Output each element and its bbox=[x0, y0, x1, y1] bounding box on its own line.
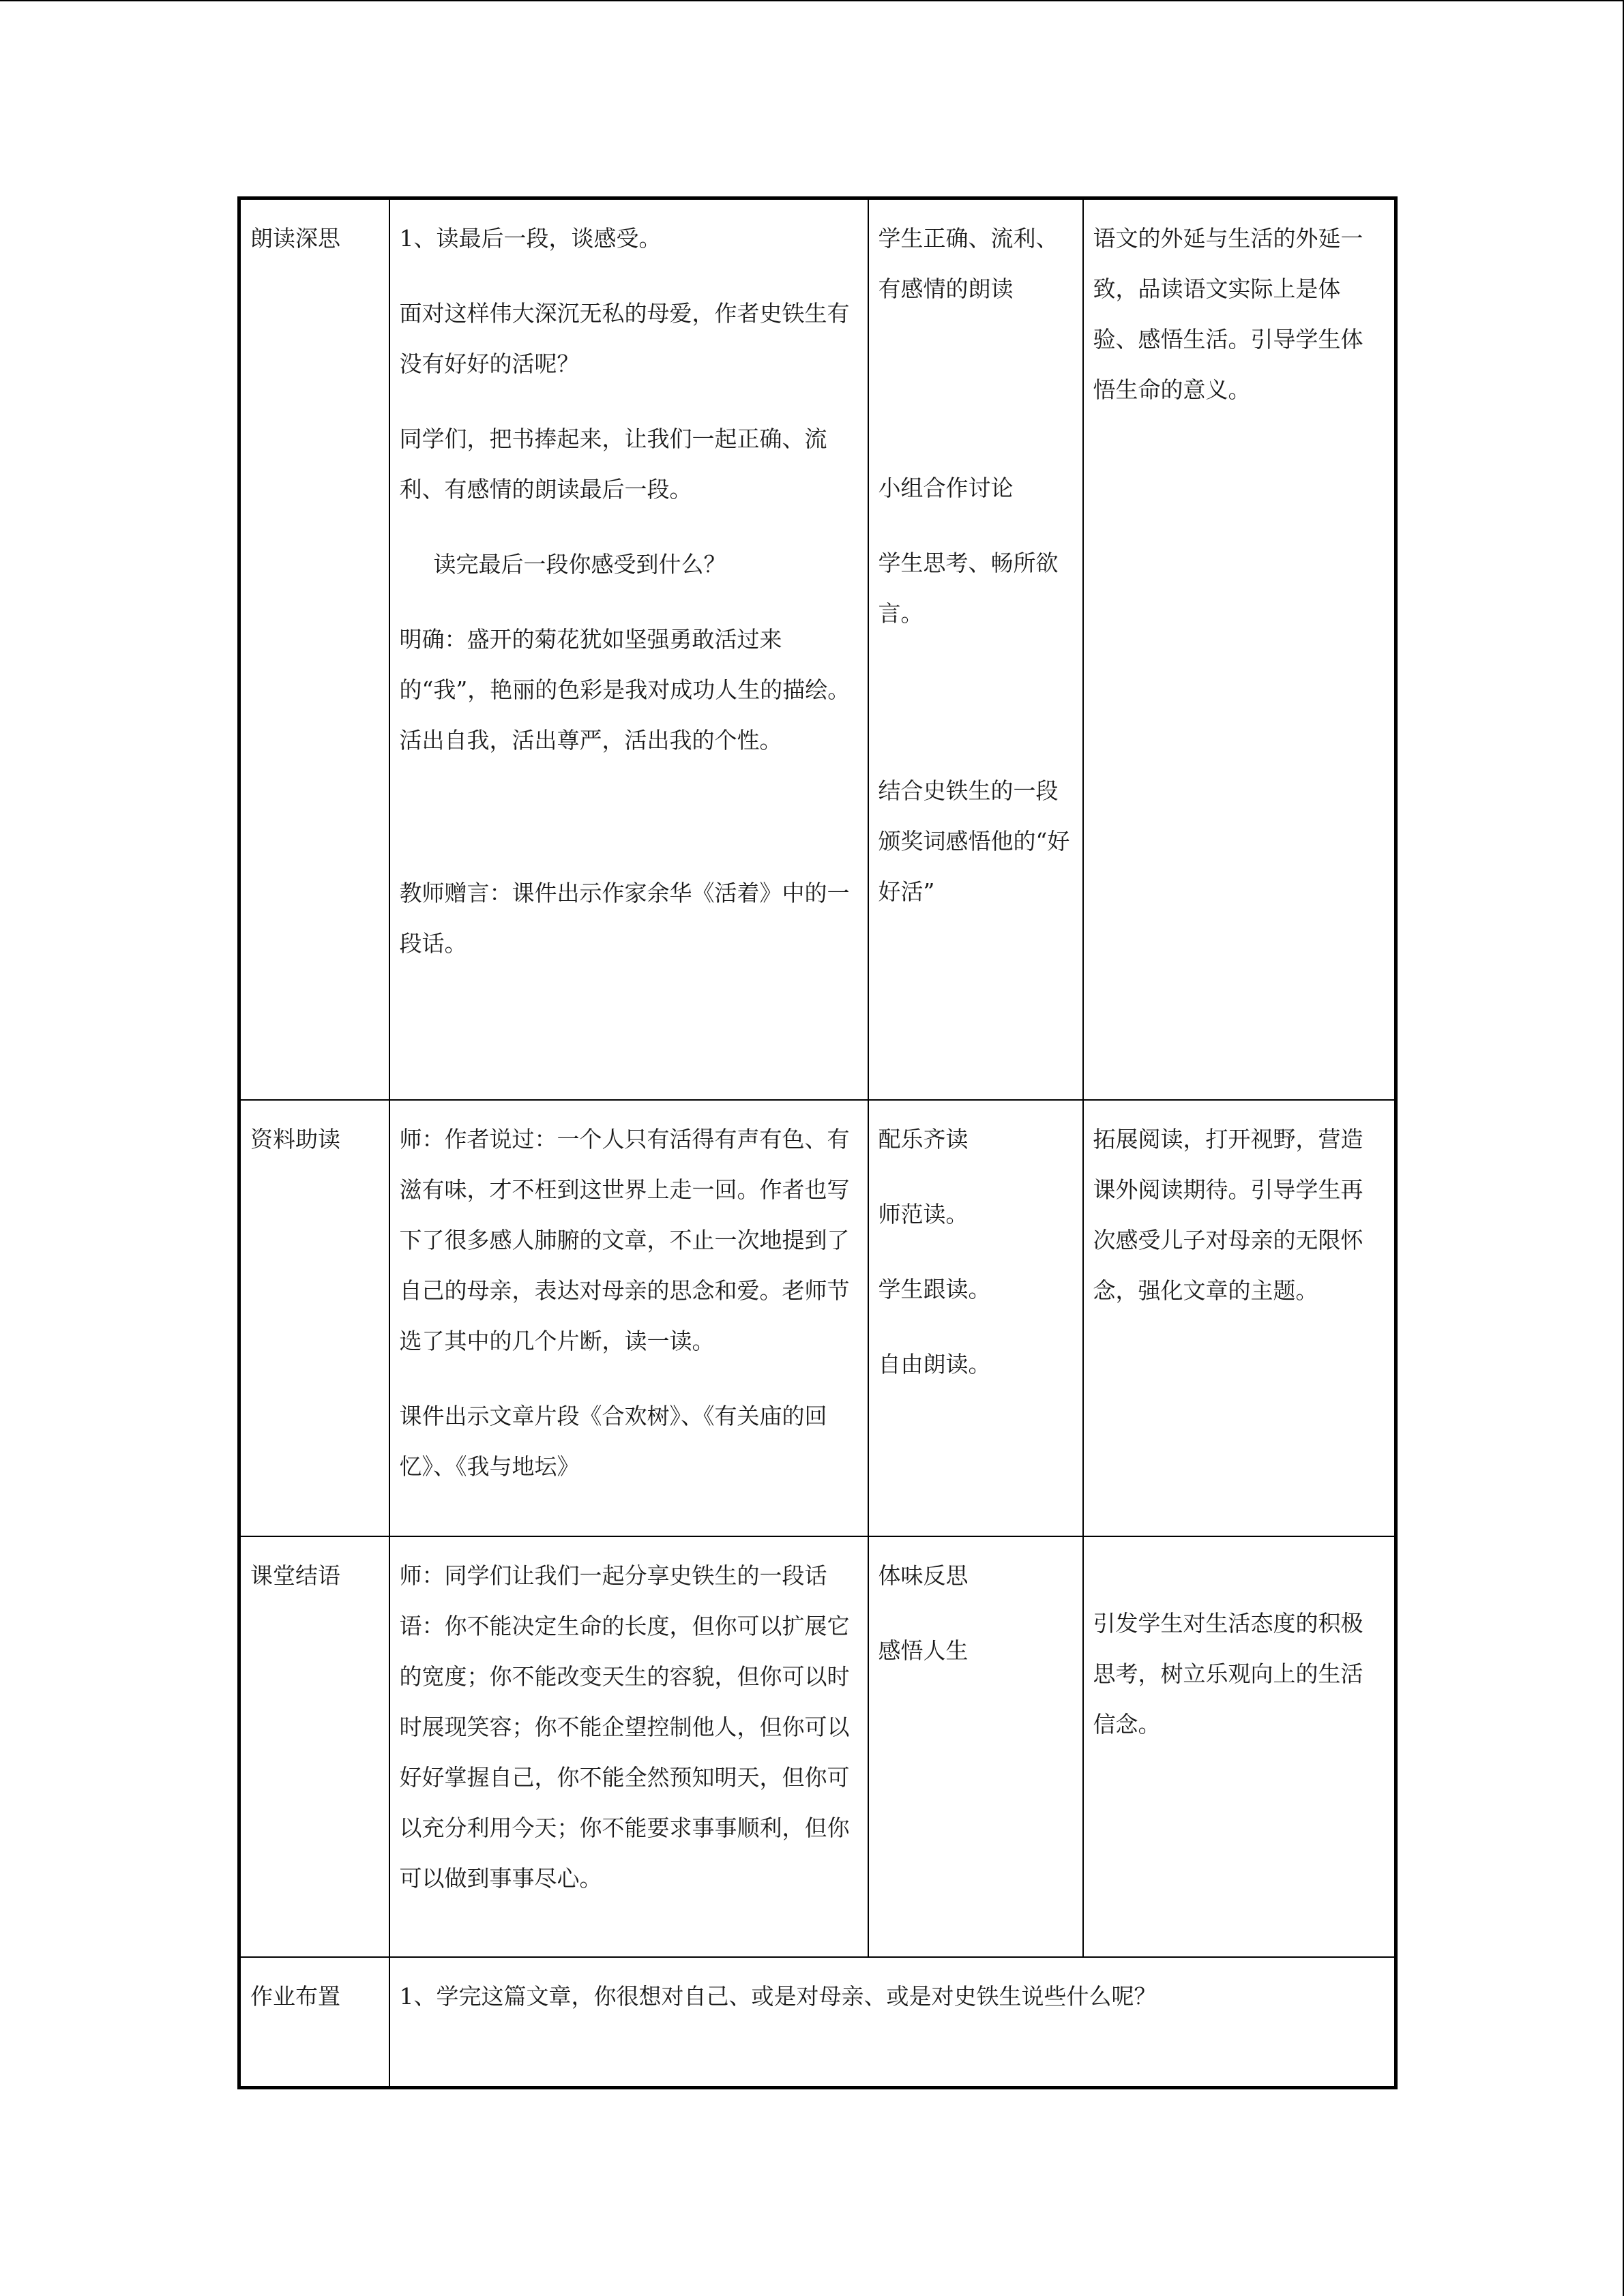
table-row bbox=[239, 1957, 1396, 2088]
paragraph: 体味反思 bbox=[878, 1562, 969, 1589]
lesson-plan-table bbox=[237, 196, 1398, 2089]
section-label: 课堂结语 bbox=[239, 1536, 389, 1957]
paragraph: 学生跟读。 bbox=[878, 1275, 991, 1302]
design-intent-cell: 拓展阅读，打开视野，营造课外阅读期待。引导学生再次感受儿子对母亲的无限怀念，强化文章的主题。 bbox=[1083, 1100, 1396, 1536]
student-activity-cell bbox=[868, 1536, 1083, 1957]
paragraph: 教师赠言：课件出示作家余华《活着》中的一段话。 bbox=[399, 880, 850, 957]
paragraph: 配乐齐读 bbox=[878, 1125, 969, 1152]
design-intent-cell bbox=[1083, 1536, 1396, 1957]
paragraph: 小组合作讨论 bbox=[878, 475, 1014, 501]
paragraph: 师范读。 bbox=[878, 1200, 969, 1227]
teacher-activity-cell bbox=[389, 198, 868, 1100]
homework-cell: 1、学完这篇文章，你很想对自己、或是对母亲、或是对史铁生说些什么呢？ bbox=[389, 1957, 1396, 2088]
paragraph: 感悟人生 bbox=[878, 1637, 969, 1664]
section-label: 资料助读 bbox=[239, 1100, 389, 1536]
paragraph: 课件出示文章片段《合欢树》、《有关庙的回忆》、《我与地坛》 bbox=[399, 1402, 827, 1480]
section-label: 作业布置 bbox=[239, 1957, 389, 2088]
student-activity-cell bbox=[868, 1100, 1083, 1536]
paragraph: 引发学生对生活态度的积极思考，树立乐观向上的生活信念。 bbox=[1093, 1609, 1363, 1738]
paragraph: 自由朗读。 bbox=[878, 1350, 991, 1377]
paragraph: 学生思考、畅所欲言。 bbox=[878, 550, 1059, 627]
paragraph: 结合史铁生的一段颁奖词感悟他的“好好活” bbox=[878, 777, 1070, 905]
section-label: 朗读深思 bbox=[239, 198, 389, 1100]
design-intent-cell: 语文的外延与生活的外延一致，品读语文实际上是体验、感悟生活。引导学生体悟生命的意义。 bbox=[1083, 198, 1396, 1100]
paragraph: 师：作者说过：一个人只有活得有声有色、有滋有味，才不枉到这世界上走一回。作者也写下了很多感人肺腑的文章，不止一次地提到了自己的母亲，表达对母亲的思念和爱。老师节选了其中的几个片断，读一读。 bbox=[399, 1125, 850, 1354]
teacher-activity-cell: 师：同学们让我们一起分享史铁生的一段话语：你不能决定生命的长度，但你可以扩展它的宽度；你不能改变天生的容貌，但你可以时时展现笑容；你不能企望控制他人，但你可以好好掌握自己，你不能全然预知明天，但你可以充分利用今天；你不能要求事事顺利，但你可以做到事事尽心。 bbox=[389, 1536, 868, 1957]
table-row bbox=[239, 1536, 1396, 1957]
teacher-activity-cell bbox=[389, 1100, 868, 1536]
table-row bbox=[239, 1100, 1396, 1536]
paragraph: 同学们，把书捧起来，让我们一起正确、流利、有感情的朗读最后一段。 bbox=[399, 426, 827, 503]
table-row bbox=[239, 198, 1396, 1100]
student-activity-cell bbox=[868, 198, 1083, 1100]
paragraph: 面对这样伟大深沉无私的母爱，作者史铁生有没有好好的活呢？ bbox=[399, 300, 850, 377]
page-border-top bbox=[0, 0, 1624, 1]
paragraph: 读完最后一段你感受到什么？ bbox=[433, 551, 726, 578]
paragraph: 1、读最后一段，谈感受。 bbox=[399, 225, 662, 252]
paragraph: 明确：盛开的菊花犹如坚强勇敢活过来的“我”，艳丽的色彩是我对成功人生的描绘。活出自我，活出尊严，活出我的个性。 bbox=[399, 626, 851, 754]
paragraph: 学生正确、流利、有感情的朗读 bbox=[878, 225, 1059, 302]
